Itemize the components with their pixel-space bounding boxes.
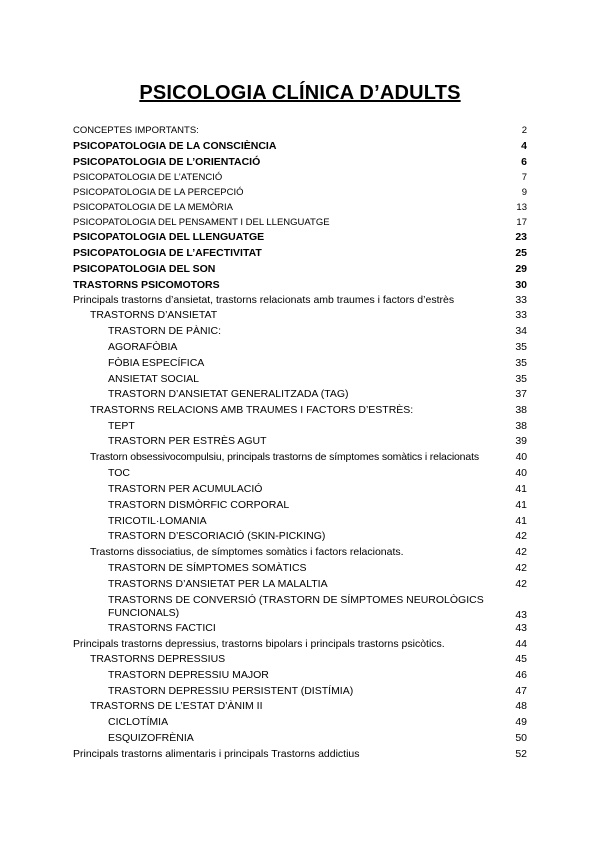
- toc-entry-label: TRASTORNS RELACIONS AMB TRAUMES I FACTORS D’ESTRÈS:: [90, 404, 414, 416]
- toc-entry[interactable]: [0, 386, 600, 402]
- toc-entry-label: PSICOPATOLOGIA DE L’ATENCIÓ: [73, 172, 223, 183]
- toc-entry[interactable]: [0, 292, 600, 308]
- toc-entry-page: 39: [515, 435, 527, 447]
- toc-entry-page: 7: [521, 172, 527, 183]
- toc-entry-label: Principals trastorns d’ansietat, trastorns relacionats amb traumes i factors d’estrès: [73, 294, 455, 306]
- toc-entry-label: TRASTORN DE PÀNIC:: [108, 325, 221, 337]
- toc-entry-page: 47: [515, 685, 527, 697]
- toc-entry-page: 42: [515, 578, 527, 590]
- toc-entry[interactable]: [0, 123, 600, 139]
- toc-entry-page: 44: [515, 638, 527, 650]
- toc-entry-page: 33: [515, 294, 527, 306]
- toc-entry[interactable]: [0, 698, 600, 714]
- toc-entry-page: 50: [515, 732, 527, 744]
- toc-entry[interactable]: [0, 576, 600, 592]
- toc-entry-page: 49: [515, 716, 527, 728]
- toc-entry[interactable]: [0, 746, 600, 762]
- toc-entry[interactable]: [0, 355, 600, 371]
- toc-entry-label: TRASTORN D’ESCORIACIÓ (SKIN-PICKING): [108, 530, 326, 542]
- toc-entry-label: CICLOTÍMIA: [108, 716, 169, 728]
- toc-entry-page: 40: [515, 451, 527, 463]
- toc-entry-label: Trastorns dissociatius, de símptomes somàtics i factors relacionats.: [90, 546, 404, 558]
- toc-entry[interactable]: [0, 465, 600, 481]
- toc-entry-page: 25: [515, 247, 527, 259]
- toc-entry-page: 40: [515, 467, 527, 479]
- toc-entry[interactable]: [0, 261, 600, 277]
- toc-entry-page: 41: [515, 499, 527, 511]
- toc-entry[interactable]: [0, 449, 600, 465]
- toc-entry[interactable]: [0, 651, 600, 667]
- toc-entry-label: PSICOPATOLOGIA DEL PENSAMENT I DEL LLENGUATGE: [73, 217, 330, 228]
- toc-entry-label: PSICOPATOLOGIA DE L’ORIENTACIÓ: [73, 156, 261, 168]
- toc-entry-page: 43: [515, 622, 527, 634]
- toc-entry[interactable]: [0, 185, 600, 201]
- toc-entry[interactable]: [0, 433, 600, 449]
- toc-entry-label: TRASTORNS FACTICI: [108, 622, 216, 634]
- toc-entry-page: 17: [516, 217, 527, 228]
- toc-entry-page: 30: [515, 279, 527, 291]
- toc-entry-label: TRASTORN DEPRESSIU PERSISTENT (DISTÍMIA): [108, 685, 354, 697]
- toc-entry[interactable]: [0, 229, 600, 245]
- toc-entry-label: TRASTORN DE SÍMPTOMES SOMÀTICS: [108, 562, 307, 574]
- toc-entry-page: 42: [515, 530, 527, 542]
- toc-entry[interactable]: [0, 339, 600, 355]
- toc-entry-page: 35: [515, 373, 527, 385]
- toc-entry[interactable]: [0, 714, 600, 730]
- toc-entry-page: 37: [515, 388, 527, 400]
- toc-entry-label: PSICOPATOLOGIA DE LA MEMÒRIA: [73, 202, 233, 213]
- toc-entry[interactable]: [0, 544, 600, 560]
- toc-entry-label: TRASTORNS DE L’ESTAT D’ÀNIM II: [90, 700, 263, 712]
- toc-entry[interactable]: [0, 481, 600, 497]
- toc-entry[interactable]: [0, 418, 600, 434]
- toc-entry-page: 9: [521, 187, 527, 198]
- toc-entry[interactable]: [0, 277, 600, 293]
- toc-entry-page: 2: [521, 125, 527, 136]
- toc-entry-label: PSICOPATOLOGIA DEL LLENGUATGE: [73, 231, 265, 243]
- toc-entry-page: 42: [515, 546, 527, 558]
- toc-entry-label: TOC: [108, 467, 130, 479]
- toc-entry-page: 35: [515, 357, 527, 369]
- toc-entry-page: 4: [521, 140, 527, 152]
- toc-entry-page: 48: [515, 700, 527, 712]
- toc-entry-label: FÒBIA ESPECÍFICA: [108, 357, 205, 369]
- toc-entry-label: PSICOPATOLOGIA DEL SON: [73, 263, 216, 275]
- toc-entry-label: TRASTORN D’ANSIETAT GENERALITZADA (TAG): [108, 388, 349, 400]
- toc-entry[interactable]: [0, 528, 600, 544]
- toc-entry-page: 41: [515, 515, 527, 527]
- toc-entry[interactable]: [0, 730, 600, 746]
- toc-entry[interactable]: [0, 245, 600, 261]
- toc-entry-label: PSICOPATOLOGIA DE L’AFECTIVITAT: [73, 247, 262, 259]
- toc-entry-page: 43: [515, 609, 527, 621]
- toc-entry-label: TRASTORNS PSICOMOTORS: [73, 279, 220, 291]
- toc-entry-page: 34: [515, 325, 527, 337]
- toc-entry[interactable]: [0, 683, 600, 699]
- toc-entry-label: TRASTORNS DEPRESSIUS: [90, 653, 226, 665]
- toc-entry-label: TRASTORN PER ACUMULACIÓ: [108, 483, 263, 495]
- toc-entry[interactable]: [0, 620, 600, 636]
- toc-entry-label: PSICOPATOLOGIA DE LA CONSCIÈNCIA: [73, 140, 277, 152]
- toc-entry-label: CONCEPTES IMPORTANTS:: [73, 125, 199, 136]
- toc-entry-page: 46: [515, 669, 527, 681]
- toc-entry[interactable]: [0, 200, 600, 216]
- toc-entry-label: TRASTORN DEPRESSIU MAJOR: [108, 669, 269, 681]
- toc-entry[interactable]: [0, 594, 600, 622]
- toc-entry[interactable]: [0, 636, 600, 652]
- toc-entry-label: TEPT: [108, 420, 135, 432]
- toc-entry-page: 35: [515, 341, 527, 353]
- toc-entry-page: 41: [515, 483, 527, 495]
- toc-entry-label: TRASTORNS D’ANSIETAT: [90, 309, 218, 321]
- toc-entry[interactable]: [0, 170, 600, 186]
- toc-entry-page: 42: [515, 562, 527, 574]
- toc-entry[interactable]: [0, 560, 600, 576]
- page-title: PSICOLOGIA CLÍNICA D’ADULTS: [139, 82, 461, 104]
- toc-entry-label: TRASTORNS D’ANSIETAT PER LA MALALTIA: [108, 578, 328, 590]
- toc-entry-page: 6: [521, 156, 527, 168]
- toc-entry[interactable]: [0, 138, 600, 154]
- toc-entry-label: TRASTORN DISMÒRFIC CORPORAL: [108, 499, 290, 511]
- toc-entry[interactable]: [0, 371, 600, 387]
- toc-entry[interactable]: [0, 323, 600, 339]
- toc-entry[interactable]: [0, 307, 600, 323]
- toc-entry-page: 45: [515, 653, 527, 665]
- toc-entry[interactable]: [0, 497, 600, 513]
- toc-entry-label: TRASTORNS DE CONVERSIÓ (TRASTORN DE SÍMPTOMES NEUROLÒGICS FUNCIONALS): [108, 594, 484, 619]
- toc-entry-page: 29: [515, 263, 527, 275]
- toc-entry-page: 23: [515, 231, 527, 243]
- toc-entry-label: AGORAFÒBIA: [108, 341, 178, 353]
- toc-entry-page: 52: [515, 748, 527, 760]
- toc-entry-label: Principals trastorns depressius, trastorns bipolars i principals trastorns psicòtics.: [73, 638, 445, 650]
- toc-entry-label: Trastorn obsessivocompulsiu, principals trastorns de símptomes somàtics i relacionats: [90, 451, 479, 463]
- toc-entry[interactable]: [0, 513, 600, 529]
- toc-entry[interactable]: [0, 667, 600, 683]
- toc-entry-page: 38: [515, 420, 527, 432]
- toc-entry-label: PSICOPATOLOGIA DE LA PERCEPCIÓ: [73, 187, 244, 198]
- toc-entry-label: ESQUIZOFRÈNIA: [108, 732, 194, 744]
- toc-entry-page: 38: [515, 404, 527, 416]
- toc-entry[interactable]: [0, 154, 600, 170]
- toc-entry-label: TRASTORN PER ESTRÈS AGUT: [108, 435, 267, 447]
- toc-entry-label: ANSIETAT SOCIAL: [108, 373, 200, 385]
- toc-entry-label: TRICOTIL·LOMANIA: [108, 515, 207, 527]
- toc-entry-label: Principals trastorns alimentaris i principals Trastorns addictius: [73, 748, 360, 760]
- toc-entry-page: 13: [516, 202, 527, 213]
- toc-entry[interactable]: [0, 402, 600, 418]
- toc-entry-page: 33: [515, 309, 527, 321]
